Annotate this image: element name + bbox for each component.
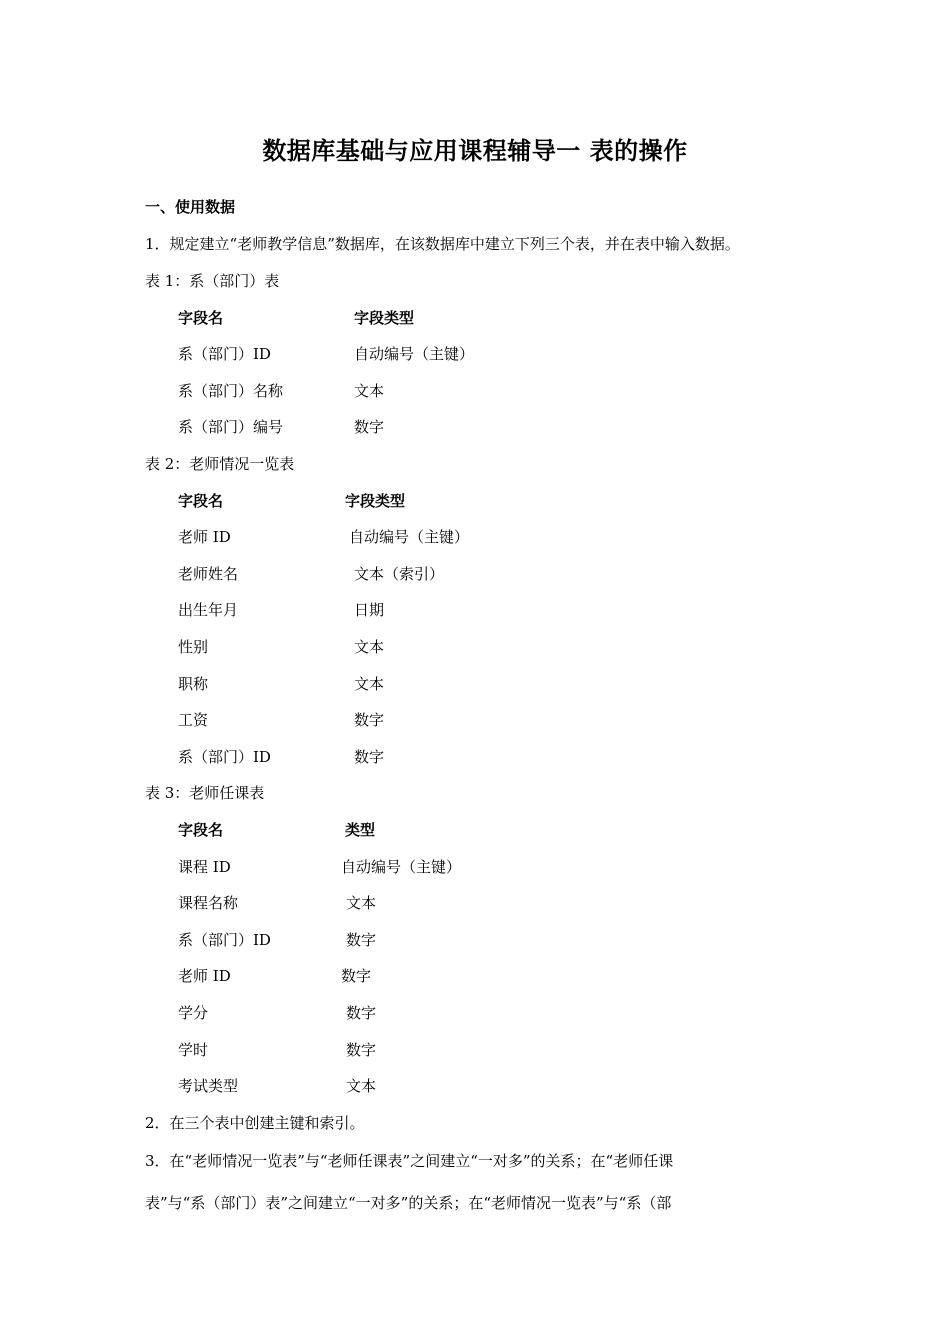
table2-caption: 表 2：老师情况一览表 (145, 455, 295, 473)
table1-row-type: 数字 (354, 418, 385, 436)
item-3-text-line2: 表”与“系（部门）表”之间建立“一对多”的关系；在“老师情况一览表”与“系（部 (145, 1194, 672, 1212)
page-title: 数据库基础与应用课程辅导一 表的操作 (262, 137, 688, 165)
table1-caption: 表 1：系（部门）表 (145, 272, 280, 290)
table1-row-type: 文本 (354, 382, 385, 400)
table2-row-type: 数字 (354, 711, 385, 729)
item-3-text-line1: 3．在“老师情况一览表”与“老师任课表”之间建立“一对多”的关系；在“老师任课 (145, 1152, 674, 1170)
table2-row-type: 文本 (354, 675, 385, 693)
table2-row-type: 日期 (354, 601, 385, 619)
table2-row-type: 自动编号（主键） (349, 528, 470, 546)
table2-header-type: 字段类型 (345, 492, 406, 510)
table3-row-type: 数字 (346, 931, 377, 949)
table2-row-field: 工资 (178, 711, 209, 729)
table2-row-field: 系（部门）ID (178, 748, 271, 766)
table3-row-field: 系（部门）ID (178, 931, 271, 949)
table3-header-type: 类型 (345, 821, 376, 839)
table3-row-type: 数字 (346, 1004, 377, 1022)
table3-caption: 表 3：老师任课表 (145, 784, 265, 802)
table1-header-field: 字段名 (178, 309, 224, 327)
table1-header-type: 字段类型 (354, 309, 415, 327)
table3-row-field: 考试类型 (178, 1077, 239, 1095)
table3-row-type: 数字 (346, 1041, 377, 1059)
table2-header-field: 字段名 (178, 492, 224, 510)
table3-row-field: 学时 (178, 1041, 209, 1059)
table1-row-field: 系（部门）ID (178, 345, 271, 363)
item-2-text: 2．在三个表中创建主键和索引。 (145, 1114, 365, 1132)
table2-row-type: 文本 (354, 638, 385, 656)
table2-row-field: 老师 ID (178, 528, 231, 546)
table3-row-field: 课程名称 (178, 894, 239, 912)
table3-row-type: 文本 (346, 1077, 377, 1095)
table1-row-type: 自动编号（主键） (354, 345, 475, 363)
table2-row-type: 数字 (354, 748, 385, 766)
table3-row-type: 数字 (341, 967, 372, 985)
table1-row-field: 系（部门）名称 (178, 382, 284, 400)
table2-row-field: 出生年月 (178, 601, 239, 619)
table3-row-field: 学分 (178, 1004, 209, 1022)
table1-row-field: 系（部门）编号 (178, 418, 284, 436)
table3-row-type: 自动编号（主键） (341, 858, 462, 876)
section-heading: 一、使用数据 (145, 198, 236, 216)
table2-row-field: 性别 (178, 638, 209, 656)
table3-row-type: 文本 (346, 894, 377, 912)
table3-header-field: 字段名 (178, 821, 224, 839)
table3-row-field: 课程 ID (178, 858, 231, 876)
item-1-text: 1．规定建立“老师教学信息”数据库，在该数据库中建立下列三个表，并在表中输入数据。 (145, 235, 740, 253)
table2-row-type: 文本（索引） (354, 565, 445, 583)
table2-row-field: 老师姓名 (178, 565, 239, 583)
table3-row-field: 老师 ID (178, 967, 231, 985)
table2-row-field: 职称 (178, 675, 209, 693)
